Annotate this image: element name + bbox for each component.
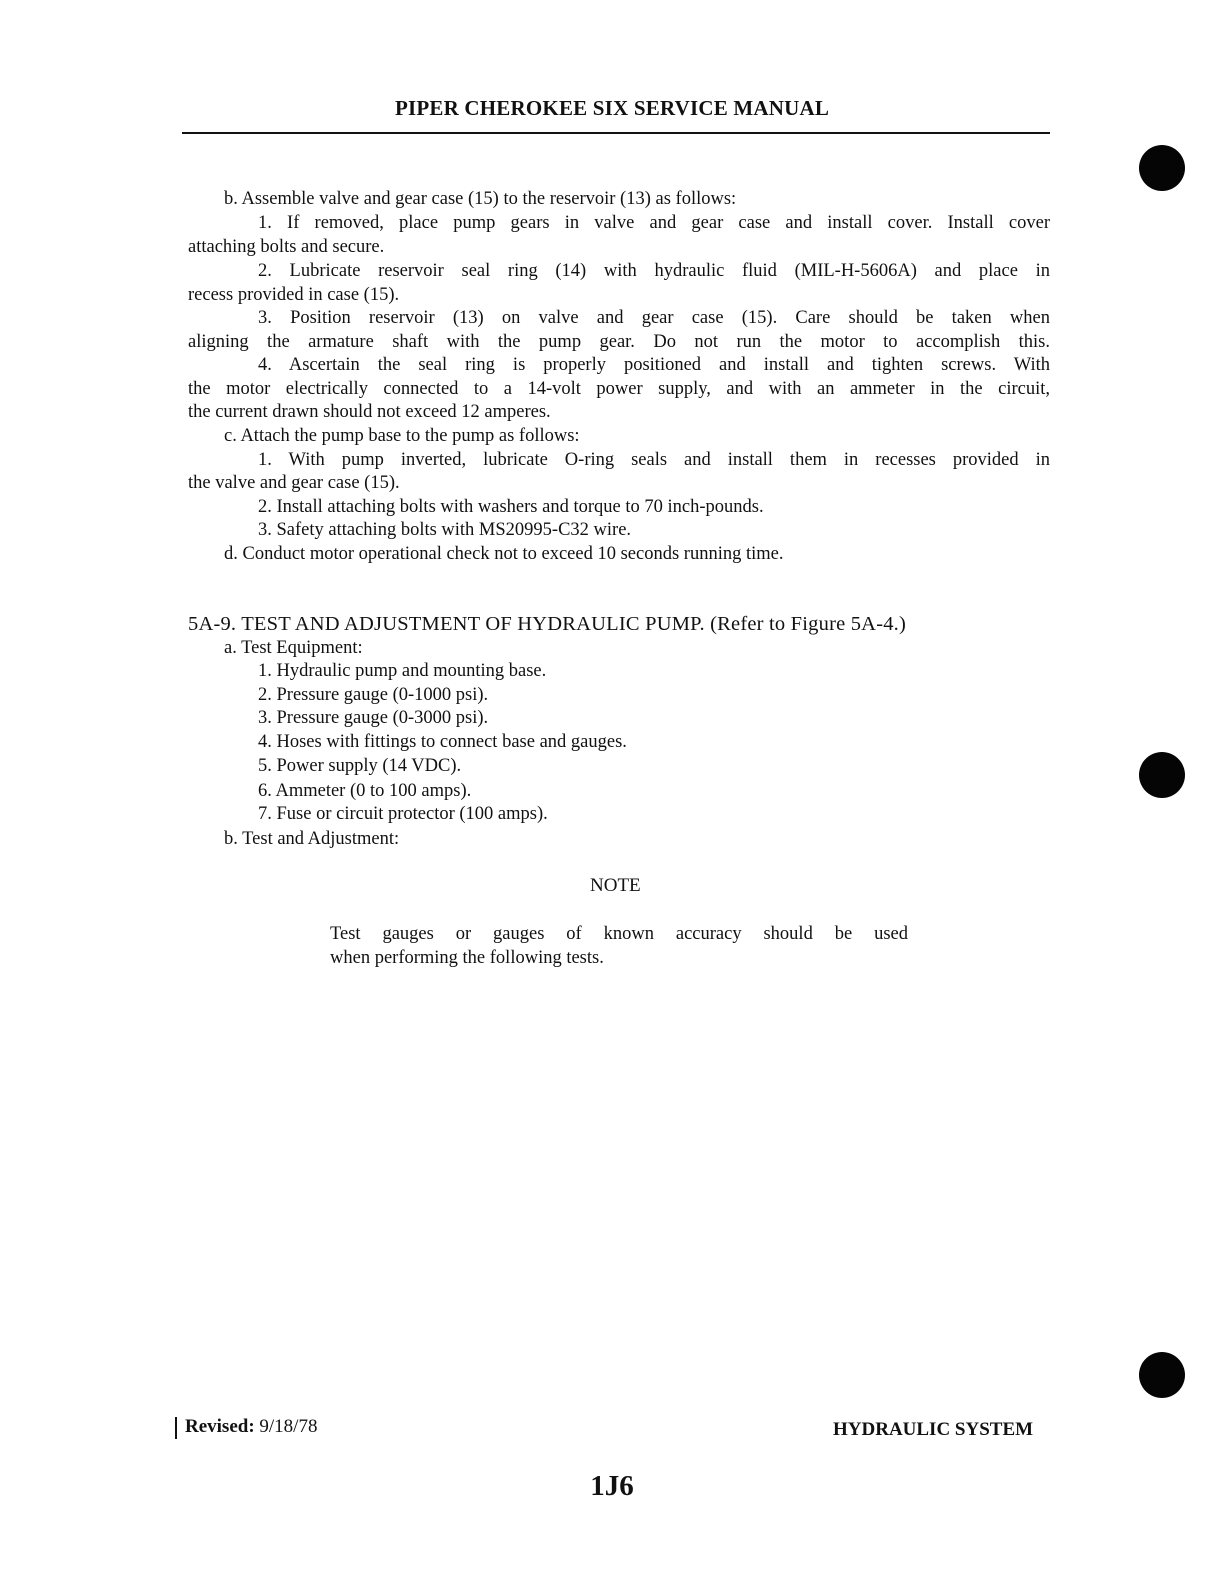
step-b3-line1: 3. Position reservoir (13) on valve and gear case (15). Care should be taken when — [258, 308, 1050, 328]
revised-date: 9/18/78 — [259, 1416, 318, 1437]
step-b-assemble: b. Assemble valve and gear case (15) to the reservoir (13) as follows: — [224, 189, 737, 209]
step-c3: 3. Safety attaching bolts with MS20995-C32 wire. — [258, 520, 632, 540]
equipment-item: 7. Fuse or circuit protector (100 amps). — [258, 804, 548, 824]
step-b2-line1: 2. Lubricate reservoir seal ring (14) with hydraulic fluid (MIL-H-5606A) and place in — [258, 261, 1050, 281]
step-b1-line1: 1. If removed, place pump gears in valve and gear case and install cover. Install cover — [258, 213, 1050, 233]
footer-section-name: HYDRAULIC SYSTEM — [833, 1419, 1034, 1440]
step-c1-line2: the valve and gear case (15). — [188, 473, 400, 493]
equipment-item: 6. Ammeter (0 to 100 amps). — [258, 781, 472, 801]
revised-label: Revised: — [185, 1416, 255, 1437]
punch-hole-middle — [1139, 752, 1185, 798]
header-rule — [182, 132, 1050, 134]
step-a-test-equipment: a. Test Equipment: — [224, 638, 363, 658]
page-number: 1J6 — [590, 1470, 634, 1502]
step-b4-line3: the current drawn should not exceed 12 amperes. — [188, 402, 551, 422]
step-b1-line2: attaching bolts and secure. — [188, 237, 385, 257]
step-b4-line1: 4. Ascertain the seal ring is properly positioned and install and tighten screws. With — [258, 355, 1050, 375]
step-c1-line1: 1. With pump inverted, lubricate O-ring seals and install them in recesses provided in — [258, 450, 1050, 470]
step-d-operational-check: d. Conduct motor operational check not to exceed 10 seconds running time. — [224, 544, 784, 564]
manual-title: PIPER CHEROKEE SIX SERVICE MANUAL — [394, 96, 830, 120]
note-line-1: Test gauges or gauges of known accuracy should be used — [330, 924, 908, 944]
punch-hole-bottom — [1139, 1352, 1185, 1398]
step-c2: 2. Install attaching bolts with washers and torque to 70 inch-pounds. — [258, 497, 764, 517]
step-b2-line2: recess provided in case (15). — [188, 285, 400, 305]
equipment-item: 2. Pressure gauge (0-1000 psi). — [258, 685, 489, 705]
equipment-item: 5. Power supply (14 VDC). — [258, 756, 462, 776]
equipment-item: 3. Pressure gauge (0-3000 psi). — [258, 708, 489, 728]
step-b4-line2: the motor electrically connected to a 14-volt power supply, and with an ammeter in the circuit, — [188, 379, 1050, 399]
step-b3-line2: aligning the armature shaft with the pump gear. Do not run the motor to accomplish this. — [188, 332, 1050, 352]
equipment-item: 4. Hoses with fittings to connect base and gauges. — [258, 732, 627, 752]
note-line-2: when performing the following tests. — [330, 948, 604, 968]
revision-info — [185, 1416, 317, 1438]
revision-bar — [175, 1417, 177, 1439]
step-b-test-and-adjustment: b. Test and Adjustment: — [224, 829, 400, 849]
note-title: NOTE — [590, 875, 641, 896]
section-heading-5a-9: 5A-9. TEST AND ADJUSTMENT OF HYDRAULIC PUMP. (Refer to Figure 5A-4.) — [188, 613, 907, 635]
equipment-item: 1. Hydraulic pump and mounting base. — [258, 661, 547, 681]
step-c-attach: c. Attach the pump base to the pump as follows: — [224, 426, 580, 446]
punch-hole-top — [1139, 145, 1185, 191]
